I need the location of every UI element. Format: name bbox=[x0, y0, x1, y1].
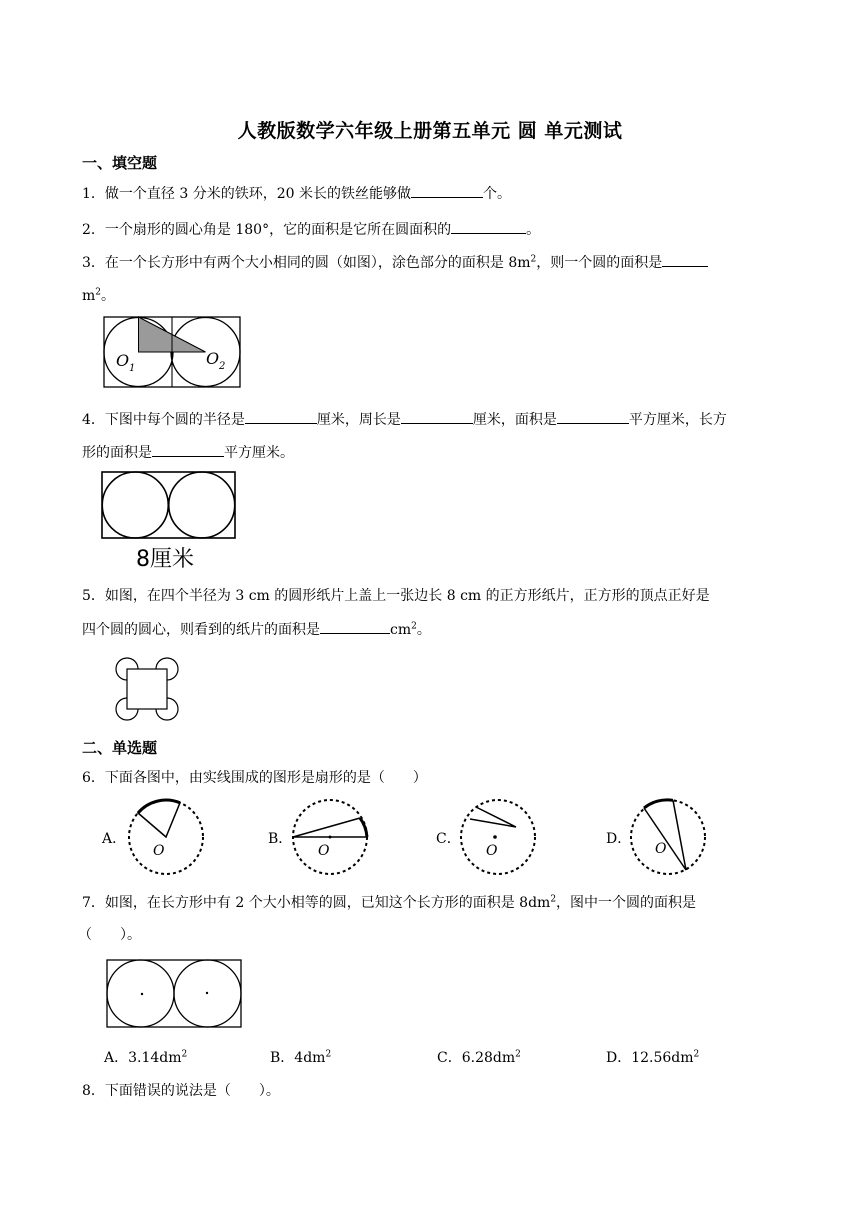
superscript: 2 bbox=[181, 1049, 188, 1060]
two-circles-rectangle-figure bbox=[100, 315, 245, 390]
superscript: 2 bbox=[411, 621, 417, 632]
question-7 bbox=[82, 892, 696, 912]
option-a-text: A．3.14dm bbox=[104, 1050, 182, 1066]
question-3-mid: ，则一个圆的面积是 bbox=[536, 255, 663, 271]
center-dot bbox=[141, 993, 143, 995]
question-4-line2-tail: 平方厘米。 bbox=[224, 445, 294, 461]
superscript: 2 bbox=[325, 1049, 332, 1060]
answer-blank[interactable] bbox=[401, 409, 473, 424]
four-circles-square-figure bbox=[105, 650, 190, 728]
option-b[interactable] bbox=[270, 1047, 331, 1067]
option-b-text: B．4dm bbox=[270, 1050, 326, 1066]
center-label-o2: O bbox=[206, 349, 220, 368]
option-b-figure[interactable] bbox=[290, 797, 370, 877]
option-c-label[interactable]: C． bbox=[436, 831, 461, 847]
unit-text: m bbox=[82, 288, 96, 304]
square-shape bbox=[127, 669, 167, 709]
option-a[interactable] bbox=[104, 1047, 187, 1067]
center-label-o: O bbox=[486, 843, 498, 859]
chord-line bbox=[293, 818, 360, 837]
question-1-text: 1．做一个直径 3 分米的铁环，20 米长的铁丝能够做 bbox=[82, 186, 411, 202]
superscript: 2 bbox=[515, 1049, 521, 1060]
option-c-figure[interactable] bbox=[458, 797, 538, 877]
center-label-o: O bbox=[655, 841, 667, 857]
question-7-line2 bbox=[78, 924, 141, 944]
answer-blank[interactable] bbox=[451, 219, 526, 234]
sector-lines bbox=[470, 807, 516, 827]
two-circles-rectangle-figure-q7 bbox=[105, 958, 245, 1030]
question-4 bbox=[82, 409, 727, 429]
question-8 bbox=[82, 1080, 280, 1100]
circle-left bbox=[107, 960, 174, 1027]
question-4-text-d: 平方厘米，长方 bbox=[628, 412, 727, 428]
question-4-text: 4．下图中每个圆的半径是 bbox=[82, 412, 245, 428]
question-6 bbox=[82, 767, 427, 787]
center-label-o2-sub: 2 bbox=[219, 361, 226, 372]
superscript: 2 bbox=[693, 1049, 700, 1060]
question-3-text: 3．在一个长方形中有两个大小相同的圆（如图），涂色部分的面积是 8m bbox=[82, 255, 531, 271]
page-title: 人教版数学六年级上册第五单元 圆 单元测试 bbox=[237, 120, 623, 142]
circle-right bbox=[169, 472, 235, 538]
dashed-circle bbox=[631, 800, 705, 874]
answer-blank[interactable] bbox=[557, 409, 629, 424]
answer-blank[interactable] bbox=[245, 409, 317, 424]
unit-text: cm bbox=[390, 622, 412, 638]
superscript: 2 bbox=[530, 254, 537, 265]
question-4-text-c: 厘米，面积是 bbox=[472, 412, 557, 428]
center-label-o: O bbox=[318, 843, 330, 859]
question-1-tail: 个。 bbox=[482, 186, 511, 202]
question-4-text-b: 厘米，周长是 bbox=[316, 412, 401, 428]
option-d-figure[interactable] bbox=[628, 797, 708, 877]
dimension-label: 8厘米 bbox=[136, 547, 194, 570]
question-2-text: 2．一个扇形的圆心角是 180°，它的面积是它所在圆面积的 bbox=[82, 222, 452, 238]
question-2 bbox=[82, 219, 540, 239]
dashed-circle bbox=[461, 800, 535, 874]
center-label-o1-sub: 1 bbox=[129, 363, 136, 374]
question-8-text: 8．下面错误的说法是（ ）。 bbox=[82, 1083, 280, 1099]
answer-blank[interactable] bbox=[152, 442, 224, 457]
option-b-label[interactable]: B． bbox=[268, 831, 293, 847]
option-d[interactable] bbox=[606, 1047, 699, 1067]
answer-blank[interactable] bbox=[411, 183, 483, 198]
question-5-line2 bbox=[82, 619, 431, 639]
question-5-line2-text: 四个圆的圆心，则看到的纸片的面积是 bbox=[82, 622, 320, 638]
option-d-label[interactable]: D． bbox=[606, 831, 632, 847]
center-dot bbox=[206, 992, 208, 994]
option-a-figure[interactable] bbox=[126, 797, 206, 877]
punctuation: 。 bbox=[101, 288, 116, 304]
sector-lines bbox=[644, 800, 686, 870]
superscript: 2 bbox=[95, 287, 102, 298]
two-circles-8cm-figure bbox=[100, 470, 240, 570]
section-heading-fill: 一、填空题 bbox=[82, 154, 158, 172]
option-c[interactable] bbox=[437, 1047, 521, 1067]
question-5-text: 5．如图，在四个半径为 3 cm 的圆形纸片上盖上一张边长 8 cm 的正方形纸片，正方形的顶点正好是 bbox=[82, 588, 710, 604]
question-1 bbox=[82, 183, 511, 203]
center-label-o: O bbox=[153, 843, 165, 859]
punctuation: 。 bbox=[416, 622, 431, 638]
section-heading-choice: 二、单选题 bbox=[82, 739, 158, 757]
option-c-text: C．6.28dm bbox=[437, 1050, 516, 1066]
question-5 bbox=[82, 585, 710, 605]
question-2-tail: 。 bbox=[526, 222, 541, 238]
question-3 bbox=[82, 252, 708, 272]
question-6-text: 6．下面各图中，由实线围成的图形是扇形的是（ ） bbox=[82, 770, 427, 786]
option-a-label[interactable]: A． bbox=[102, 831, 127, 847]
superscript: 2 bbox=[550, 894, 557, 905]
question-7-line2-text: （ ）。 bbox=[78, 927, 141, 943]
circle-left bbox=[102, 472, 168, 538]
question-7-text: 7．如图，在长方形中有 2 个大小相等的圆，已知这个长方形的面积是 8dm bbox=[82, 895, 551, 911]
question-7-tail: ，图中一个圆的面积是 bbox=[556, 895, 697, 911]
question-4-line2 bbox=[82, 442, 294, 462]
answer-blank[interactable] bbox=[662, 252, 708, 267]
answer-blank[interactable] bbox=[320, 619, 390, 634]
center-label-o1: O bbox=[116, 351, 130, 370]
question-4-line2-text: 形的面积是 bbox=[82, 445, 152, 461]
question-3-line2 bbox=[82, 285, 115, 305]
option-d-text: D．12.56dm bbox=[606, 1050, 694, 1066]
